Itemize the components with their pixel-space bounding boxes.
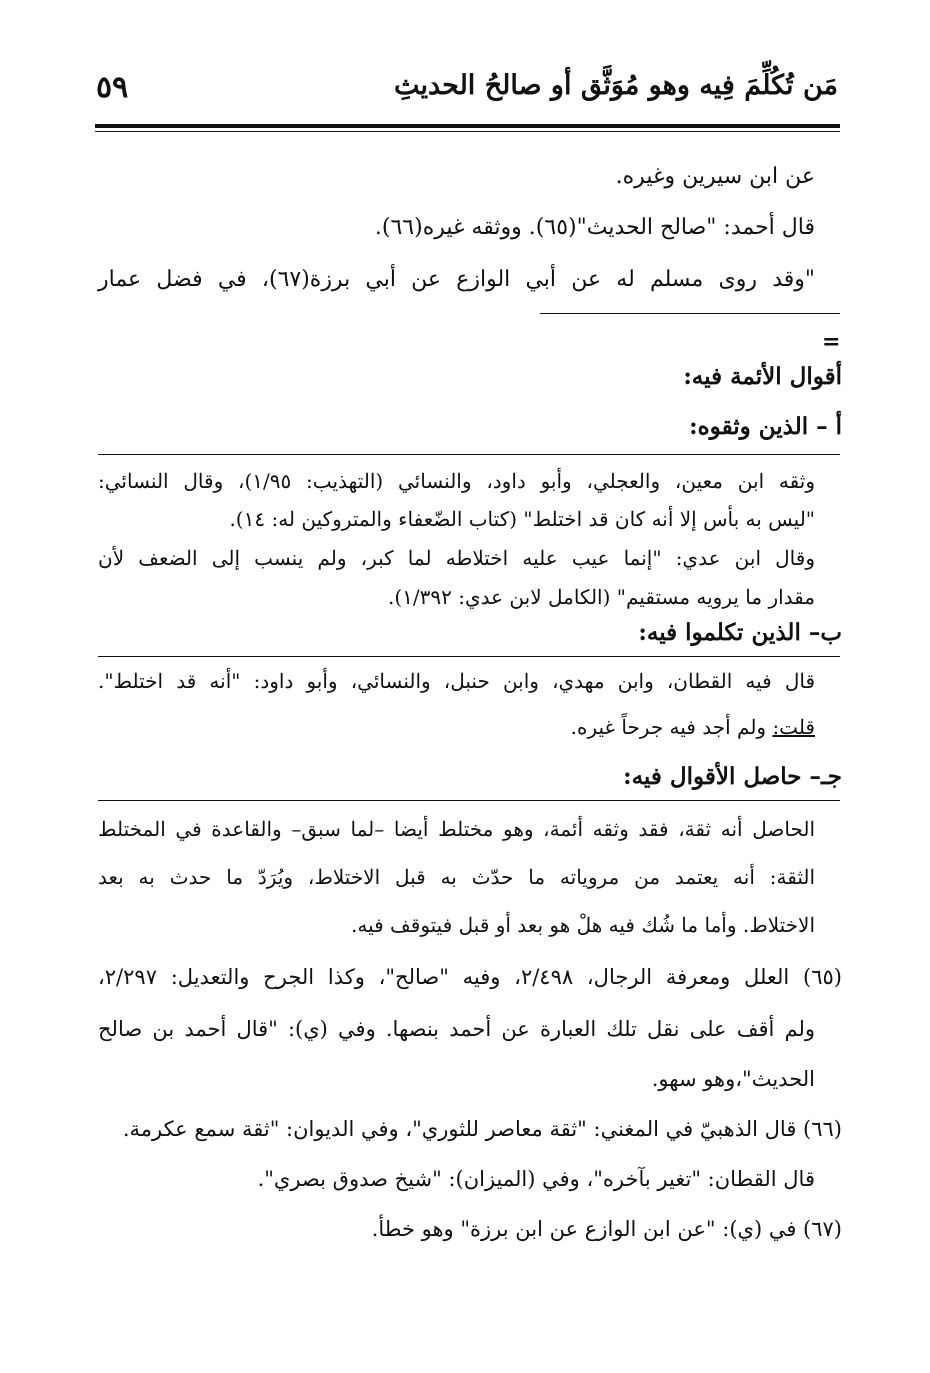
footnote-66-line-2: قال القطان: "تغير بآخره"، وفي (الميزان): "شيخ صدوق بصري". <box>257 1167 815 1191</box>
section-c-rule <box>98 800 840 801</box>
footnote-67-line-1: (٦٧) في (ي): "عن ابن الوازع عن ابن برزة" وهو خطأ. <box>371 1217 842 1241</box>
page-number: ٥٩ <box>96 70 129 105</box>
section-b-line-1: قال فيه القطان، وابن مهدي، وابن حنبل، والنسائي، وأبو داود: "أنه قد اختلط". <box>98 669 815 693</box>
section-b-heading: ب– الذين تكلموا فيه: <box>638 619 842 646</box>
section-a-rule <box>98 454 840 455</box>
section-c-heading: جـ– حاصل الأقوال فيه: <box>623 763 842 790</box>
section-a-heading: أ – الذين وثقوه: <box>689 413 842 440</box>
body-line-2: قال أحمد: "صالح الحديث"(٦٥). ووثقه غيره(٦٦). <box>374 215 815 240</box>
section-a-line-3: وقال ابن عدي: "إنما عيب عليه اختلاطه لما كبر، ولم ينسب إلى الضعف لأن <box>98 546 815 570</box>
footnote-65-line-3: الحديث"،وهو سهو. <box>651 1067 815 1091</box>
section-a-line-4: مقدار ما يرويه مستقيم" (الكامل لابن عدي: ١/٣٩٢). <box>387 585 815 609</box>
section-c-line-1: الحاصل أنه ثقة، فقد وثقه أئمة، وهو مختلط أيضا –لما سبق– والقاعدة في المختلط <box>98 817 815 841</box>
footnote-65-line-1: (٦٥) العلل ومعرفة الرجال، ٢/٤٩٨، وفيه "صالح"، وكذا الجرح والتعديل: ٢/٢٩٧، <box>98 965 842 989</box>
section-c-line-3: الاختلاط. وأما ما شُك فيه هلْ هو بعد أو قبل فيتوقف فيه. <box>351 913 815 937</box>
footnote-separator <box>540 313 840 314</box>
section-b-rule <box>98 656 840 657</box>
running-header-title: مَن تُكُلِّمَ فِيه وهو مُوَثَّق أو صالحُ الحديثِ <box>393 70 838 101</box>
underlined-qultu: قلت: <box>772 715 815 739</box>
footnote-65-line-2: ولم أقف على نقل تلك العبارة عن أحمد بنصها. وفي (ي): "قال أحمد بن صالح <box>98 1017 815 1041</box>
section-c-line-2: الثقة: أنه يعتمد من مروياته ما حدّث به قبل الاختلاط، ويُرَدّ ما حدث به بعد <box>98 865 815 889</box>
section-a-line-1: وثقه ابن معين، والعجلي، وأبو داود، والنسائي (التهذيب: ١/٩٥)، وقال النسائي: <box>98 469 815 493</box>
body-line-3: "وقد روى مسلم له عن أبي الوازع عن أبي برزة(٦٧)، في فضل عمار <box>98 267 815 292</box>
section-a-line-2: "ليس به بأس إلا أنه كان قد اختلط" (كتاب الضّعفاء والمتروكين له: ١٤). <box>229 507 815 531</box>
continuation-mark: = <box>822 329 841 355</box>
header-rule-thick <box>95 124 840 128</box>
notes-main-heading: أقوال الأئمة فيه: <box>683 363 842 390</box>
header-rule-thin <box>95 131 840 132</box>
section-b-line-2: قلت: ولم أجد فيه جرحاً غيره. <box>570 715 815 739</box>
body-line-1: عن ابن سيرين وغيره. <box>615 164 815 189</box>
footnote-66-line-1: (٦٦) قال الذهبيّ في المغني: "ثقة معاصر للثوري"، وفي الديوان: "ثقة سمع عكرمة. <box>122 1117 842 1141</box>
